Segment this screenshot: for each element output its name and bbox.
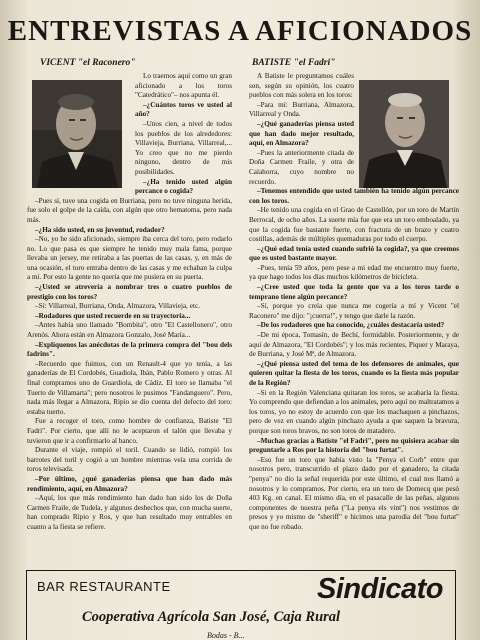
- answer-paragraph: –Antes había uno llamado "Bombita", otro "El Castellonero", otro Arenós. Ahora están en Almazora Gonzalo, José María...: [27, 321, 232, 340]
- question-paragraph: –¿Usted se atrevería a nombrar tres o cuatro pueblos de prestigio con los toros?: [27, 283, 232, 301]
- answer-paragraph: A Batiste le preguntamos cuáles son, según su opinión, los cuatro pueblos con más solera en los toros:: [249, 72, 354, 100]
- answer-paragraph: –Recuerdo que fuimos, con un Renault-4 que yo tenía, a las ganaderías de El Cordobés, Guadiola, Ibán, Pablo Romero y otras. Al final compramos uno de Guardiola, de Cádiz. El toro se llamaba "el Tuerto de Villamarta"; pero nosotros le pusimos "Fandanguero". Pero, nada más llegar a Almazora, Ripio se dio cuenta del defecto del toro: estaba tuerto.: [27, 359, 232, 416]
- question-paragraph: –¿Cuántos toros ve usted al año?: [135, 100, 232, 119]
- answer-paragraph: –Para mí: Burriana, Almazora, Villarreal y Onda.: [249, 100, 354, 119]
- question-paragraph: –Rodadores que usted recuerde en su trayectoria...: [35, 311, 191, 320]
- interview-column-left: [27, 72, 232, 533]
- answer-paragraph: –Unos cien, a nivel de todos los pueblos de los alrededores: Villavieja, Burriana, Villarreal,... Yo creo que no me pierdo ninguno, dentro de mis posibilidades.: [135, 119, 232, 176]
- answer-paragraph: –Pues la anteriormente citada de Doña Carmen Fraile, y otra de Calahorra, cuyo nombre no recuerdo.: [249, 148, 354, 186]
- question-paragraph: –¿Qué piensa usted del tema de los defensores de animales, que quieren quitar la fiesta de los toros, cuando es la fiesta más popular de la Región?: [249, 359, 459, 387]
- question-paragraph: –¿Ha sido usted, en su juventud, rodador?: [35, 225, 165, 234]
- question-paragraph: –Muchas gracias a Batiste "el Fadri", pero no quisiera acabar sin preguntarle a Ros por la historia del "bou furtat".: [249, 436, 459, 455]
- ad-bar-restaurante: BAR RESTAURANTE: [37, 579, 171, 594]
- ad-sindicato: Sindicato: [316, 573, 443, 605]
- page-headline: ENTREVISTAS A AFICIONADOS: [7, 15, 473, 47]
- answer-paragraph: –Pues sí, tuve una cogida en Burriana, pero no tuve ninguna herida, fue solo el golpe de la caída, con algún que otro hematoma, pero nada más.: [27, 196, 232, 224]
- ad-bodas: Bodas - B...: [207, 631, 245, 640]
- answer-paragraph: Fue a recoger el toro, como hombre de confianza, Batiste "El Fadri". Por cierto, que allí no le aceptaron el talón que llevaba y tuvieron que ir a confirmarlo al banco.: [27, 417, 232, 445]
- question-paragraph: –Tenemos entendido que usted también ha tenido algún percance con los toros.: [249, 187, 459, 205]
- question-paragraph: –¿Ha tenido usted algún percance o cogida?: [135, 177, 232, 196]
- answer-paragraph: –Eso fue un toro que había visto la "Penya el Corb" entre que nosotros pero, transcurrido el plazo dado por el ganadero, la citada "penya" no dio la señal requerida por este último, el cual nos llamó a nosotros y lo compramos. Por cierto, era un toro de Domecq que pesó 403 Kg. en canal. El mismo día, en el pasacalle de las peñas, algunos componentes de nuestra peña ("La penya els vint") nos vestimos de presos y yo mismo de "sheriff" e hicimos una parodia del "bou furtat" que no fue robado.: [249, 455, 459, 531]
- question-paragraph: –De los rodadores que ha conocido, ¿cuáles destacaría usted?: [257, 321, 445, 330]
- answer-paragraph: –Aquí, los que más rendimiento han dado han sido los de Doña Carmen Fraile, de Tudela, y algunos deshechos que, con mucha suerte, han comprado Ripio y Ros, y que han resultado muy entrables en cuanto a la fiesta se refiere.: [27, 494, 232, 531]
- interviewee-name-right: BATISTE "el Fadri": [252, 58, 336, 68]
- answer-paragraph: –Si en la Región Valenciana quitaran los toros, se acabaría la fiesta. Yo comprendo que defiendan a los animales, pero aquí no maltratamos a los toros, yo no estoy de acuerdo con que los machaquen a pinchazos, pero de vez en cuando algún pinchazo ayuda a que saquen la bravura, porque son toros bravos, no son toros de matadero.: [249, 388, 459, 435]
- answer-paragraph: –De mi época, Tomasín, de Bechí, formidable. Posteriormente, y de aquí de Almazora, "El Cordobés"; y los más recientes, Piquer y Maraya, de Burriana, y José Mª, de Almazora.: [249, 331, 459, 359]
- interviewee-name-left: VICENT "el Raconero": [40, 58, 136, 68]
- question-paragraph: –¿Cree usted que toda la gente que va a los toros tarde o temprano tiene algún percance?: [249, 283, 459, 301]
- answer-paragraph: –Sí, porque yo creía que nunca me cogería a mí y Vicent "el Raconero" me dijo: "¡cuerra!", y tengo que darle la razón.: [249, 302, 459, 320]
- body-text-right: [249, 187, 459, 532]
- answer-paragraph: –Sí: Villarreal, Burriana, Onda, Almazora, Villavieja, etc.: [35, 302, 200, 311]
- interview-column-right: [249, 72, 459, 533]
- question-paragraph: –¿Qué edad tenía usted cuando sufrió la cogida?, ya que creemos que es usted bastante mayor.: [249, 244, 459, 263]
- ad-cooperativa: Cooperativa Agrícola San José, Caja Rural: [82, 609, 341, 625]
- answer-paragraph: –Pues, tenía 59 años, pero pese a mi edad me encuentro muy fuerte, ya que hago todos los días muchos kilómetros de bicicleta.: [249, 263, 459, 282]
- intro-text-right: [249, 72, 354, 187]
- answer-paragraph: –He tenido una cogida en el Grao de Castellón, por un toro de Martín Berrocal, de ocho años. La suerte mía fue que era un toro emboalado, ya que la cogida fue bastante fuerte, con fractura de un brazo y cuatro costillas, además de múltiples quemaduras por todo el cuerpo.: [249, 206, 459, 244]
- advertisement-box: [26, 570, 456, 640]
- question-paragraph: –¿Qué ganaderías piensa usted que han dado mejor resultado, aquí, en Almazora?: [249, 119, 354, 148]
- question-paragraph: –Por último, ¿qué ganaderías piensa que han dado más rendimiento, aquí, en Almazora?: [27, 474, 232, 493]
- intro-text-left: [135, 72, 232, 197]
- question-paragraph: –Explíquenos las anécdotas de la primera compra del "bou dels fadrins".: [27, 340, 232, 359]
- answer-paragraph: Lo traemos aquí como un gran aficionado a los toros "Catedrático"– nos apunta él.: [135, 72, 232, 100]
- answer-paragraph: –No, yo he sido aficionado, siempre iba cerca del toro, pero rodarlo no. Lo que pasa es que siempre he tenido muy mala fama, porque llevaba un jersey, me retiraba a las puertas de las casas, y, en más de una ocasión, el toro entraba dentro de las casas y me echaban la culpa a mí. Por esto la gente no quería que me pusiera en su puerta.: [27, 235, 232, 282]
- answer-paragraph: Durante el viaje, rompió el toril. Cuando se lidió, rompió los barrotes del toril y cogió a un hombre mientras veía una corrida de toros televisada.: [27, 446, 232, 474]
- body-text-left: [27, 197, 232, 533]
